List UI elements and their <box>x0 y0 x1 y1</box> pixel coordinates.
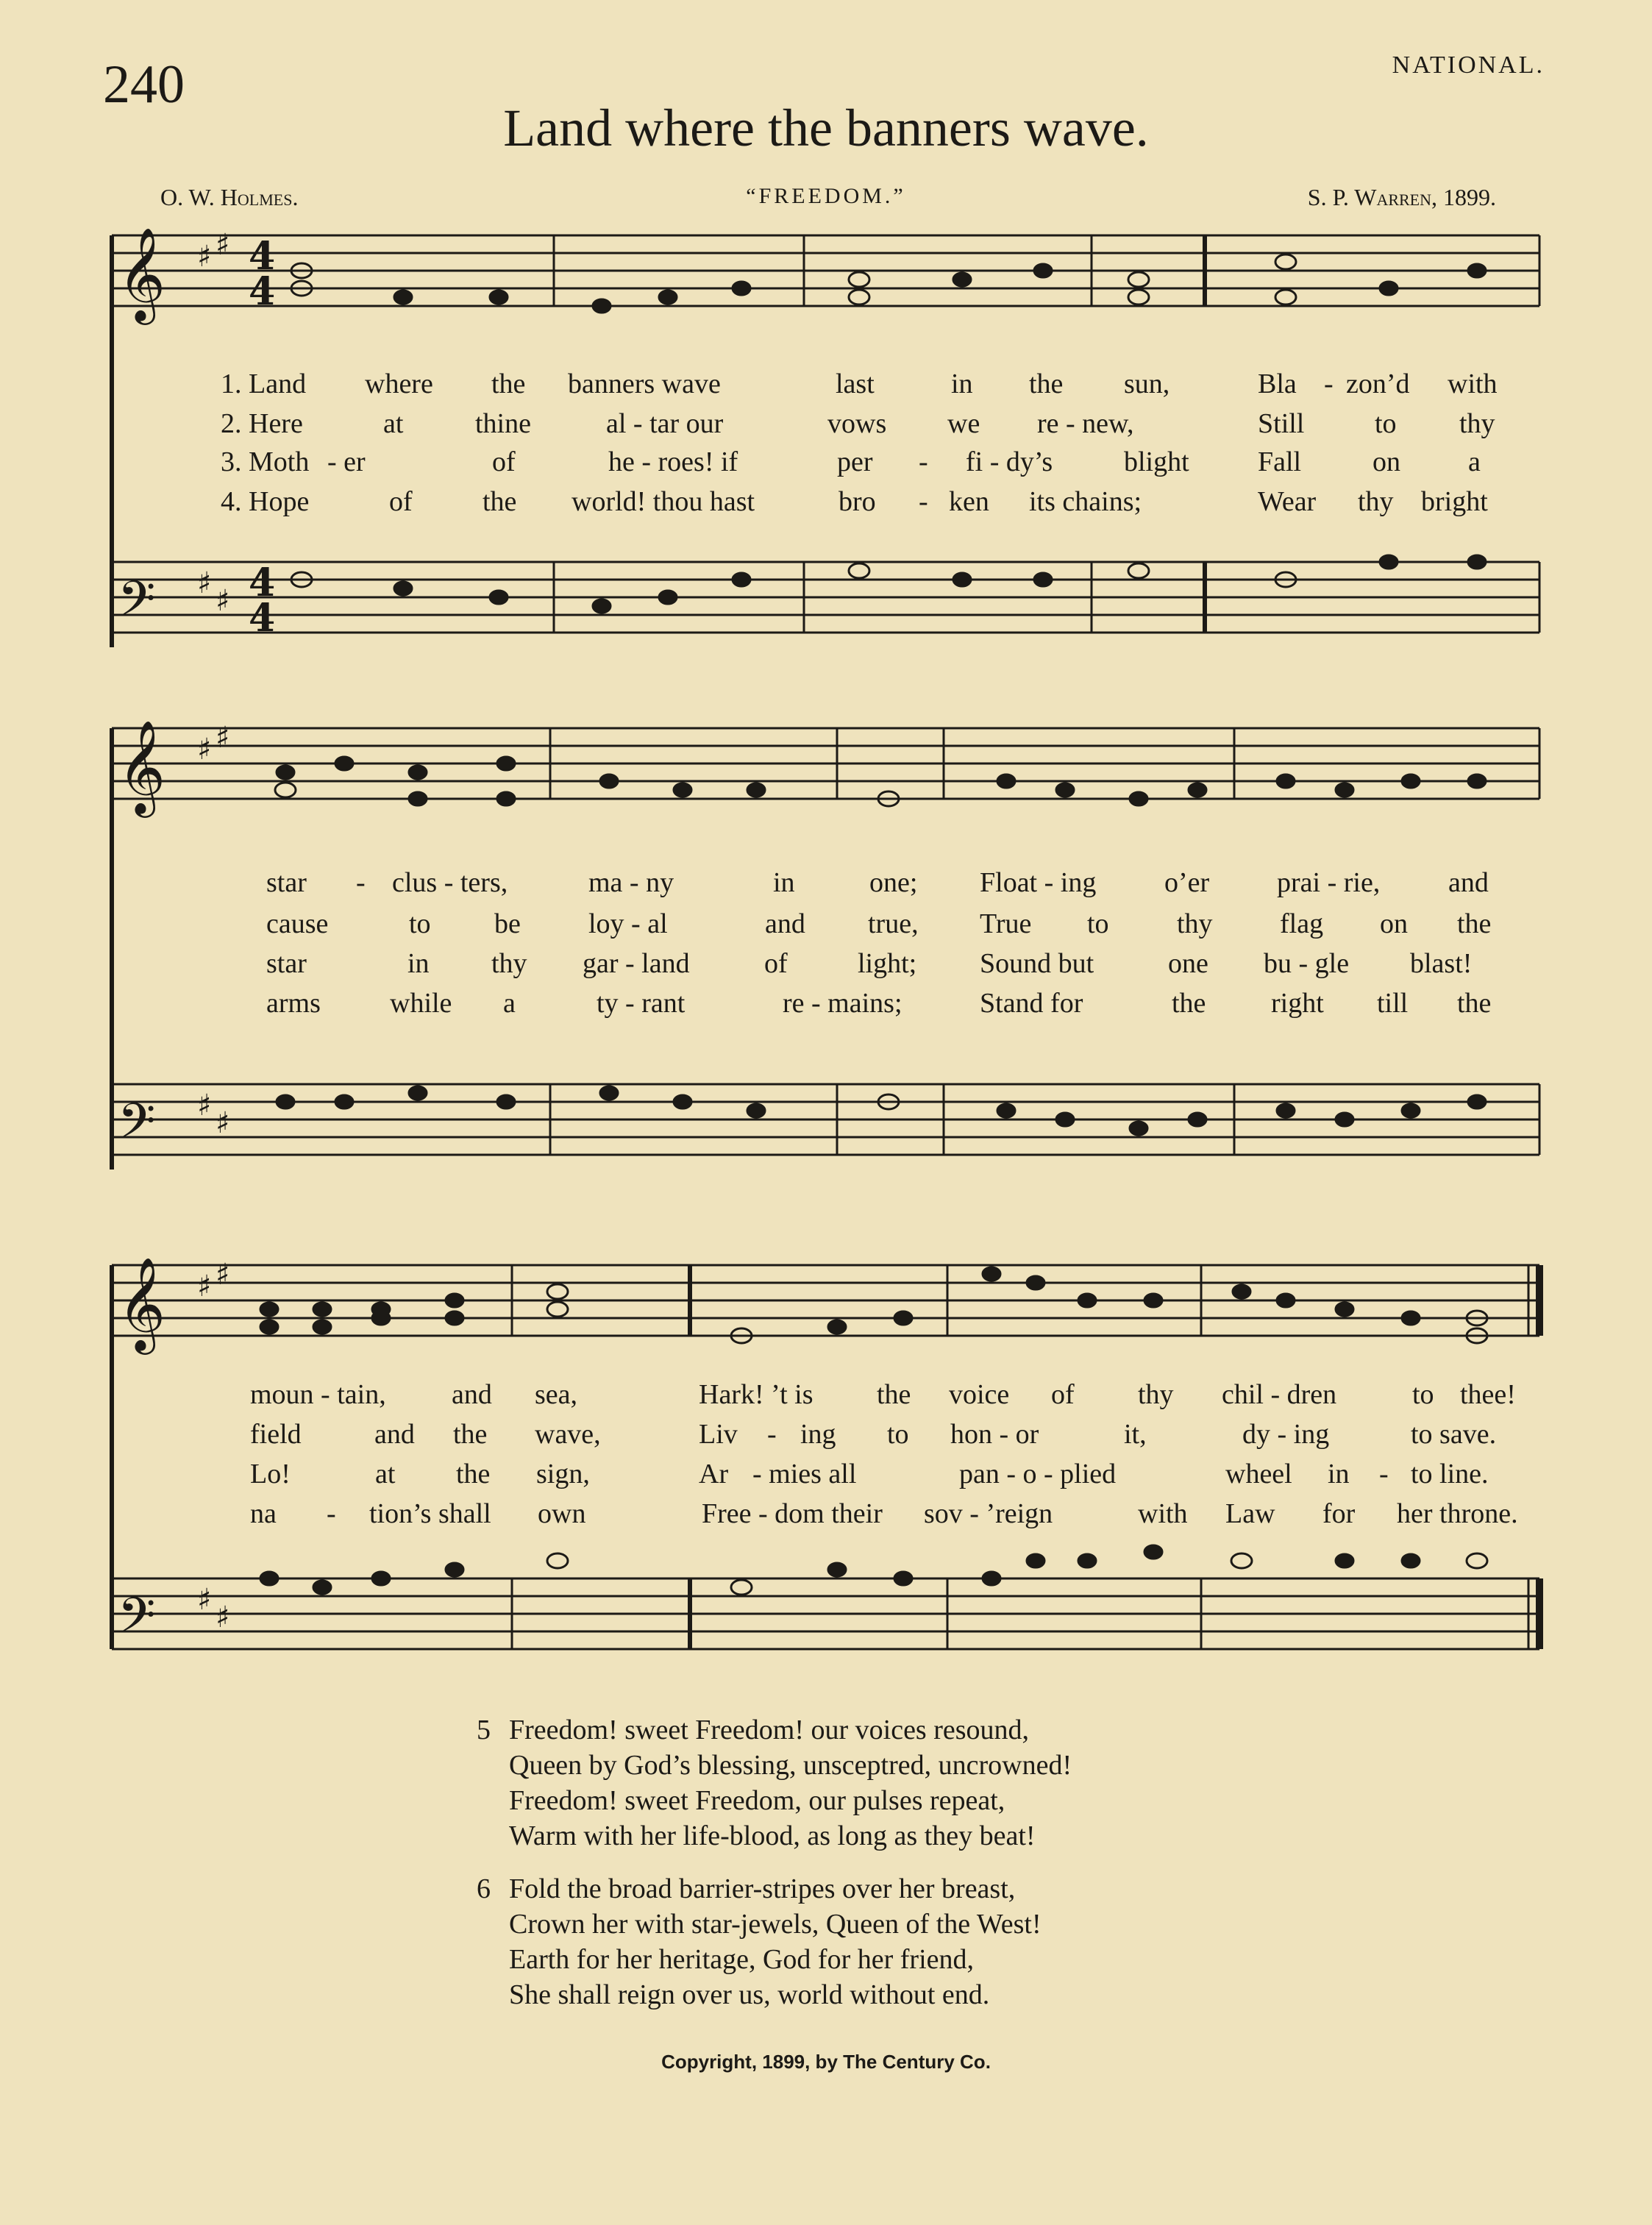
lyrics-system-1-verse-1: 1. Land where the banners wave last in the sun, Bla - zon’d with <box>221 369 1498 399</box>
composer-credit: S. P. Warren, 1899. <box>1307 184 1496 210</box>
lyrics-system-2-verse-4: arms while a ty - rant re - mains; Stand for the right till the <box>266 988 1492 1019</box>
music-system-2 <box>109 706 1545 1177</box>
lyrics-system-3-verse-1: moun - tain, and sea, Hark! ’t is the voice of thy chil - dren to thee! <box>250 1379 1516 1410</box>
svg-text:𝄢: 𝄢 <box>118 1093 156 1161</box>
svg-text:♯: ♯ <box>197 566 212 600</box>
svg-text:𝄞: 𝄞 <box>118 1256 166 1350</box>
stanza-line: Freedom! sweet Freedom! our voices resound, <box>509 1715 1030 1745</box>
stanza-line: Earth for her heritage, God for her friend, <box>509 1944 974 1975</box>
svg-text:♯: ♯ <box>197 1270 212 1303</box>
lyrics-system-1-verse-3: 3. Moth - er of he - roes! if per - fi - dy’s blight Fall on a <box>221 446 1481 477</box>
stanza-number: 5 <box>477 1715 491 1745</box>
lyrics-system-3-verse-3: Lo! at the sign, Ar - mies all pan - o - plied wheel in - to line. <box>250 1459 1489 1489</box>
hymn-number: 240 <box>103 54 185 115</box>
svg-text:4: 4 <box>249 596 276 641</box>
svg-text:𝄢: 𝄢 <box>118 1587 156 1656</box>
svg-text:♯: ♯ <box>197 1583 212 1617</box>
stanza-line: Fold the broad barrier-stripes over her breast, <box>509 1873 1016 1904</box>
author-credit: O. W. Holmes. <box>160 184 299 210</box>
stanza-number: 6 <box>477 1873 491 1904</box>
stanza-5 <box>477 1712 1072 1854</box>
svg-text:4: 4 <box>249 560 276 605</box>
svg-text:♯: ♯ <box>216 721 230 755</box>
lyrics-system-2-verse-3: star in thy gar - land of light; Sound but one bu - gle blast! <box>266 948 1473 979</box>
stanza-line: Crown her with star-jewels, Queen of the West! <box>509 1909 1042 1940</box>
svg-text:♯: ♯ <box>216 1601 230 1634</box>
svg-text:𝄞: 𝄞 <box>118 227 166 321</box>
svg-text:♯: ♯ <box>216 228 230 262</box>
lyrics-system-3-verse-2: field and the wave, Liv - ing to hon - or it, dy - ing to save. <box>250 1419 1497 1450</box>
svg-text:♯: ♯ <box>216 1258 230 1292</box>
stanza-line: She shall reign over us, world without end. <box>509 1979 990 2010</box>
stanza-line: Warm with her life-blood, as long as they beat! <box>509 1820 1036 1851</box>
stanza-line: Freedom! sweet Freedom, our pulses repeat, <box>509 1785 1005 1816</box>
extra-stanzas <box>477 1712 1072 2030</box>
svg-text:♯: ♯ <box>197 733 212 766</box>
svg-text:4: 4 <box>249 234 276 279</box>
svg-text:♯: ♯ <box>216 584 230 618</box>
lyrics-system-3-verse-4: na - tion’s shall own Free - dom their sov - ’reign with Law for her throne. <box>250 1498 1518 1529</box>
stanza-6 <box>477 1871 1072 2012</box>
lyrics-system-1-verse-4: 4. Hope of the world! thou hast bro - ken its chains; Wear thy bright <box>221 486 1488 517</box>
lyrics-system-1-verse-2: 2. Here at thine al - tar our vows we re - new, Still to thy <box>221 408 1495 439</box>
svg-text:𝄞: 𝄞 <box>118 719 166 814</box>
copyright-notice: Copyright, 1899, by The Century Co. <box>661 2051 991 2073</box>
lyrics-system-2-verse-2: cause to be loy - al and true, True to thy flag on the <box>266 908 1492 939</box>
hymn-title: Land where the banners wave. <box>503 99 1149 157</box>
svg-text:𝄢: 𝄢 <box>118 571 156 639</box>
stanza-line: Queen by God’s blessing, unsceptred, uncrowned! <box>509 1750 1072 1781</box>
svg-text:♯: ♯ <box>197 240 212 274</box>
tune-name: “FREEDOM.” <box>746 184 906 208</box>
svg-text:♯: ♯ <box>197 1089 212 1122</box>
lyrics-system-2-verse-1: star - clus - ters, ma - ny in one; Float - ing o’er prai - rie, and <box>266 867 1489 898</box>
svg-text:4: 4 <box>249 269 276 314</box>
section-heading: NATIONAL. <box>1392 51 1545 79</box>
svg-text:♯: ♯ <box>216 1106 230 1140</box>
